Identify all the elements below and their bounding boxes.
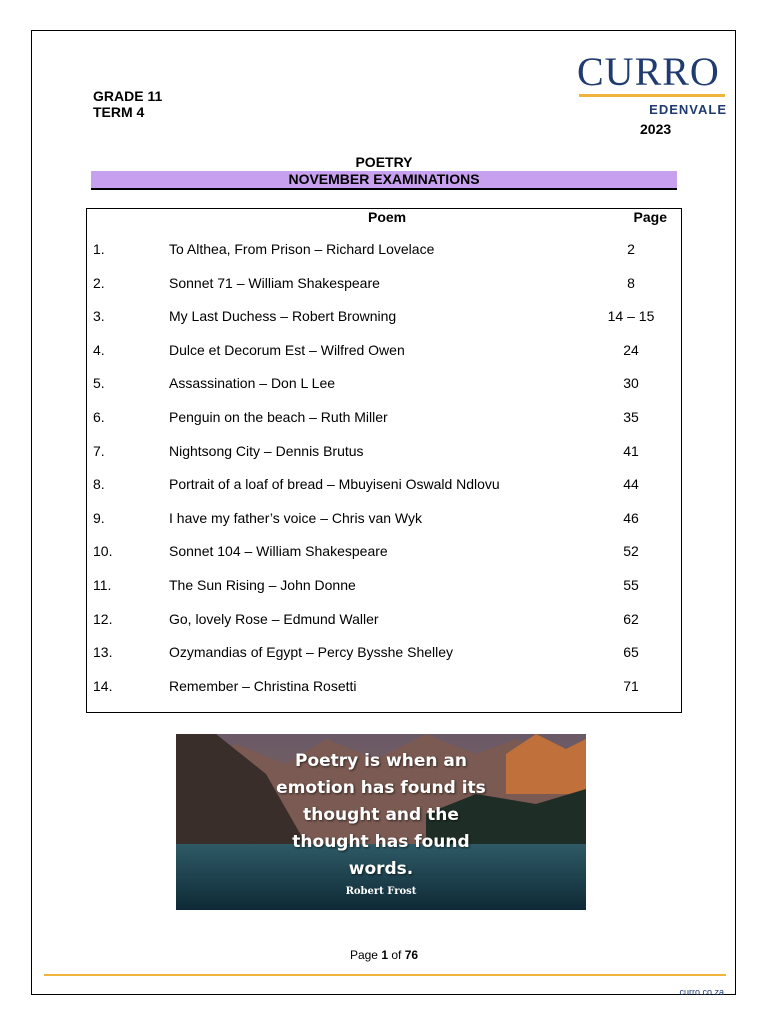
- quote-line: thought and the: [303, 805, 459, 825]
- quote-image: [176, 734, 586, 910]
- quote-text: [176, 748, 586, 883]
- quote-line: words.: [348, 859, 414, 879]
- table-row: [87, 644, 681, 678]
- column-header-poem: Poem: [368, 209, 407, 225]
- quote-line: Poetry is when an: [295, 751, 467, 771]
- page-number-cell: 24: [623, 341, 639, 358]
- table-row: [87, 308, 681, 342]
- page-number-cell: 35: [623, 408, 639, 425]
- row-number: 1.: [93, 241, 105, 257]
- page-number-cell: 14 – 15: [607, 308, 655, 325]
- row-number: 7.: [93, 442, 105, 459]
- row-number: 5.: [93, 375, 105, 392]
- poem-title: Go, lovely Rose – Edmund Waller: [169, 610, 379, 627]
- poem-title: Nightsong City – Dennis Brutus: [169, 442, 364, 459]
- table-row: [87, 476, 681, 510]
- quote-author: Robert Frost: [345, 886, 417, 897]
- grade-term-block: [93, 88, 162, 120]
- table-row: [87, 409, 681, 443]
- table-row: [87, 543, 681, 577]
- table-row: [87, 375, 681, 409]
- column-header-page: Page: [633, 209, 667, 225]
- table-row: [87, 678, 681, 712]
- poem-title: Dulce et Decorum Est – Wilfred Owen: [169, 341, 405, 358]
- row-number: 6.: [93, 408, 105, 425]
- row-number: 14.: [93, 677, 113, 694]
- table-row: [87, 443, 681, 477]
- contents-table: [86, 208, 682, 713]
- term-label: TERM 4: [93, 104, 145, 120]
- poem-title: My Last Duchess – Robert Browning: [169, 308, 397, 325]
- row-number: 12.: [93, 610, 113, 627]
- page-number-cell: 52: [623, 543, 639, 560]
- poem-title: Remember – Christina Rosetti: [169, 677, 357, 694]
- row-number: 3.: [93, 308, 105, 325]
- logo-underline: [579, 94, 725, 97]
- row-number: 13.: [93, 644, 113, 661]
- table-row: [87, 275, 681, 309]
- table-body: [87, 241, 681, 711]
- page-number-cell: 2: [627, 241, 635, 257]
- poem-title: Sonnet 104 – William Shakespeare: [169, 543, 388, 560]
- grade-label: GRADE 11: [93, 88, 163, 104]
- row-number: 2.: [93, 274, 105, 291]
- page-number-cell: 41: [623, 442, 639, 459]
- page-current: 1: [381, 948, 388, 962]
- page-number-cell: 65: [623, 644, 639, 661]
- poem-title: Ozymandias of Egypt – Percy Bysshe Shelley: [169, 644, 454, 661]
- curro-logo: [577, 49, 727, 117]
- table-header: [87, 209, 681, 229]
- page-number-cell: 30: [623, 375, 639, 392]
- poem-title: The Sun Rising – John Donne: [169, 576, 356, 593]
- quote-line: emotion has found its: [276, 778, 486, 798]
- page-number-cell: 71: [623, 677, 639, 694]
- footer-divider: [44, 974, 726, 976]
- poem-title: To Althea, From Prison – Richard Lovelace: [169, 241, 435, 257]
- table-row: [87, 510, 681, 544]
- page-total: 76: [404, 948, 419, 962]
- row-number: 4.: [93, 341, 105, 358]
- page-of: of: [391, 948, 402, 962]
- poem-title: Portrait of a loaf of bread – Mbuyiseni Oswald Ndlovu: [169, 476, 500, 493]
- page-number: [0, 948, 768, 962]
- subject-title: POETRY: [355, 154, 413, 170]
- year-label: 2023: [640, 121, 672, 137]
- poem-title: Penguin on the beach – Ruth Miller: [169, 408, 388, 425]
- exam-title-band: NOVEMBER EXAMINATIONS: [91, 171, 677, 190]
- table-row: [87, 241, 681, 275]
- row-number: 9.: [93, 509, 105, 526]
- page-number-cell: 44: [623, 476, 639, 493]
- table-row: [87, 611, 681, 645]
- table-row: [87, 342, 681, 376]
- page-number-cell: 8: [627, 274, 635, 291]
- page-label: Page: [349, 948, 378, 962]
- page-number-cell: 46: [623, 509, 639, 526]
- poem-title: Assassination – Don L Lee: [169, 375, 336, 392]
- row-number: 11.: [93, 576, 112, 593]
- logo-campus: EDENVALE: [649, 102, 727, 117]
- row-number: 10.: [93, 543, 113, 560]
- logo-wordmark: CURRO: [577, 49, 720, 94]
- table-row: [87, 577, 681, 611]
- footer-url: curro.co.za: [679, 987, 724, 997]
- row-number: 8.: [93, 476, 105, 493]
- poem-title: I have my father’s voice – Chris van Wyk: [169, 509, 423, 526]
- page-number-cell: 62: [623, 610, 639, 627]
- page-number-cell: 55: [623, 576, 639, 593]
- quote-line: thought has found: [292, 832, 470, 852]
- poem-title: Sonnet 71 – William Shakespeare: [169, 274, 380, 291]
